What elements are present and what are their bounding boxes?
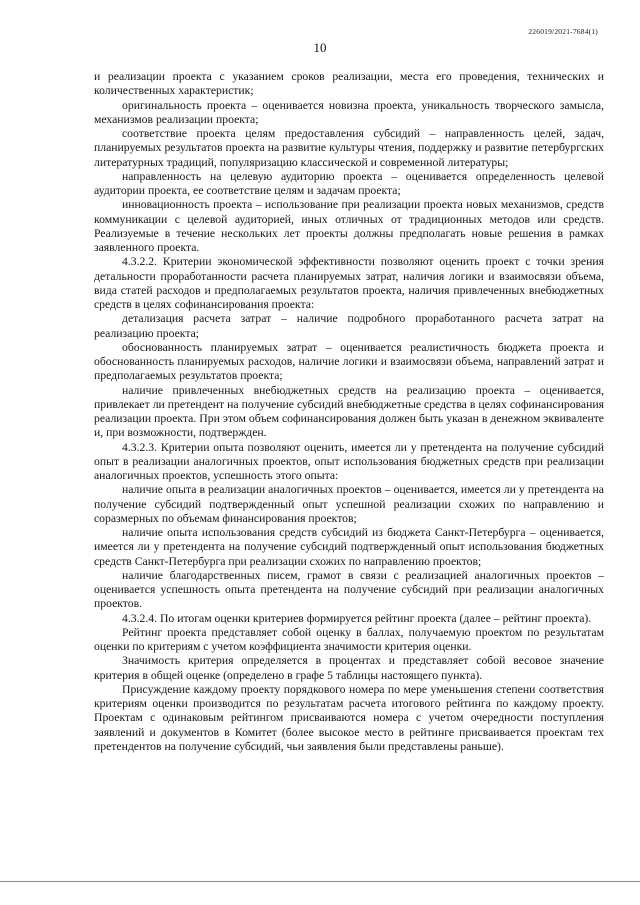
paragraph: 4.3.2.3. Критерии опыта позволяют оценить, имеется ли у претендента на получение субсидий опыт в реализации аналогичных проектов, опыт использования бюджетных средств при реализации аналогичных проектов, успешность этого опыта: — [94, 440, 604, 482]
paragraph: соответствие проекта целям предоставления субсидий – направленность целей, задач, планируемых результатов проекта на развитие культуры чтения, поддержку и развитие петербургских литературных традиций, популяризацию классической и современной литературы; — [94, 127, 604, 169]
paragraph: направленность на целевую аудиторию проекта – оценивается определенность целевой аудитории проекта, ее соответствие целям и задачам проекта; — [94, 169, 604, 197]
paragraph: наличие благодарственных писем, грамот в связи с реализацией аналогичных проектов – оценивается успешность опыта претендента на получение субсидий при реализации аналогичных проектов. — [94, 568, 604, 611]
paragraph: наличие опыта использования средств субсидий из бюджета Санкт-Петербурга – оценивается, имеется ли у претендента на получение субсидий подтвержденный опыт использования бюджетных средств Санкт-Петербурга при реализации схожих по направлению проектов; — [94, 526, 604, 568]
page-bottom-edge — [0, 881, 640, 882]
paragraph: инновационность проекта – использование при реализации проекта новых механизмов, средств коммуникации с целевой аудиторией, иных отличных от традиционных методов или средств. Реализуемые в течение нескольких лет проекты должны предполагать новые решения в рамках заявленного проекта. — [94, 198, 604, 254]
document-body — [94, 70, 604, 754]
paragraph: Значимость критерия определяется в процентах и представляет собой весовое значение критерия в общей оценке (определено в графе 5 таблицы настоящего пункта). — [94, 654, 604, 682]
paragraph: наличие опыта в реализации аналогичных проектов – оценивается, имеется ли у претендента на получение субсидий подтвержденный опыт успешной реализации схожих по направлению и соразмерных по объемам финансирования проектов; — [94, 483, 604, 525]
paragraph: обоснованность планируемых затрат – оценивается реалистичность бюджета проекта и обоснованность планируемых расходов, наличие логики и взаимосвязи объема, направлений затрат и предполагаемых результатов проекта; — [94, 340, 604, 383]
paragraph: и реализации проекта с указанием сроков реализации, места его проведения, технических и количественных характеристик; — [94, 70, 604, 98]
paragraph: Рейтинг проекта представляет собой оценку в баллах, получаемую проектом по результатам оценки по критериям с учетом коэффициента значимости критерия оценки. — [94, 625, 604, 653]
document-number: 226019/2021-7684(1) — [528, 27, 598, 36]
paragraph: детализация расчета затрат – наличие подробного проработанного расчета затрат на реализацию проекта; — [94, 312, 604, 340]
paragraph: Присуждение каждому проекту порядкового номера по мере уменьшения степени соответствия критериям оценки производится по результатам расчета итогового рейтинга по каждому проекту. Проектам с одинаковым рейтингом присваиваются номера с учетом очередности поступления заявлений и документов в Комитет (более высокое место в рейтинге присваивается проектам тех претендентов на получение субсидий, чьи заявления были представлены раньше). — [94, 682, 604, 753]
paragraph: 4.3.2.2. Критерии экономической эффективности позволяют оценить проект с точки зрения детальности проработанности расчета планируемых затрат, наличия логики и взаимосвязи объема, вида статей расходов и предполагаемых результатов проекта, наличия привлеченных внебюджетных средств в целях софинансирования проекта: — [94, 255, 604, 311]
paragraph: оригинальность проекта – оценивается новизна проекта, уникальность творческого замысла, механизмов реализации проекта; — [94, 98, 604, 126]
paragraph: наличие привлеченных внебюджетных средств на реализацию проекта – оценивается, привлекает ли претендент на получение субсидий внебюджетные средства в целях софинансирования реализации проекта. При этом объем софинансирования должен быть указан в денежном эквиваленте и, при возможности, подтвержден. — [94, 383, 604, 440]
page-number: 10 — [313, 40, 327, 55]
paragraph: 4.3.2.4. По итогам оценки критериев формируется рейтинг проекта (далее – рейтинг проекта). — [122, 611, 592, 625]
